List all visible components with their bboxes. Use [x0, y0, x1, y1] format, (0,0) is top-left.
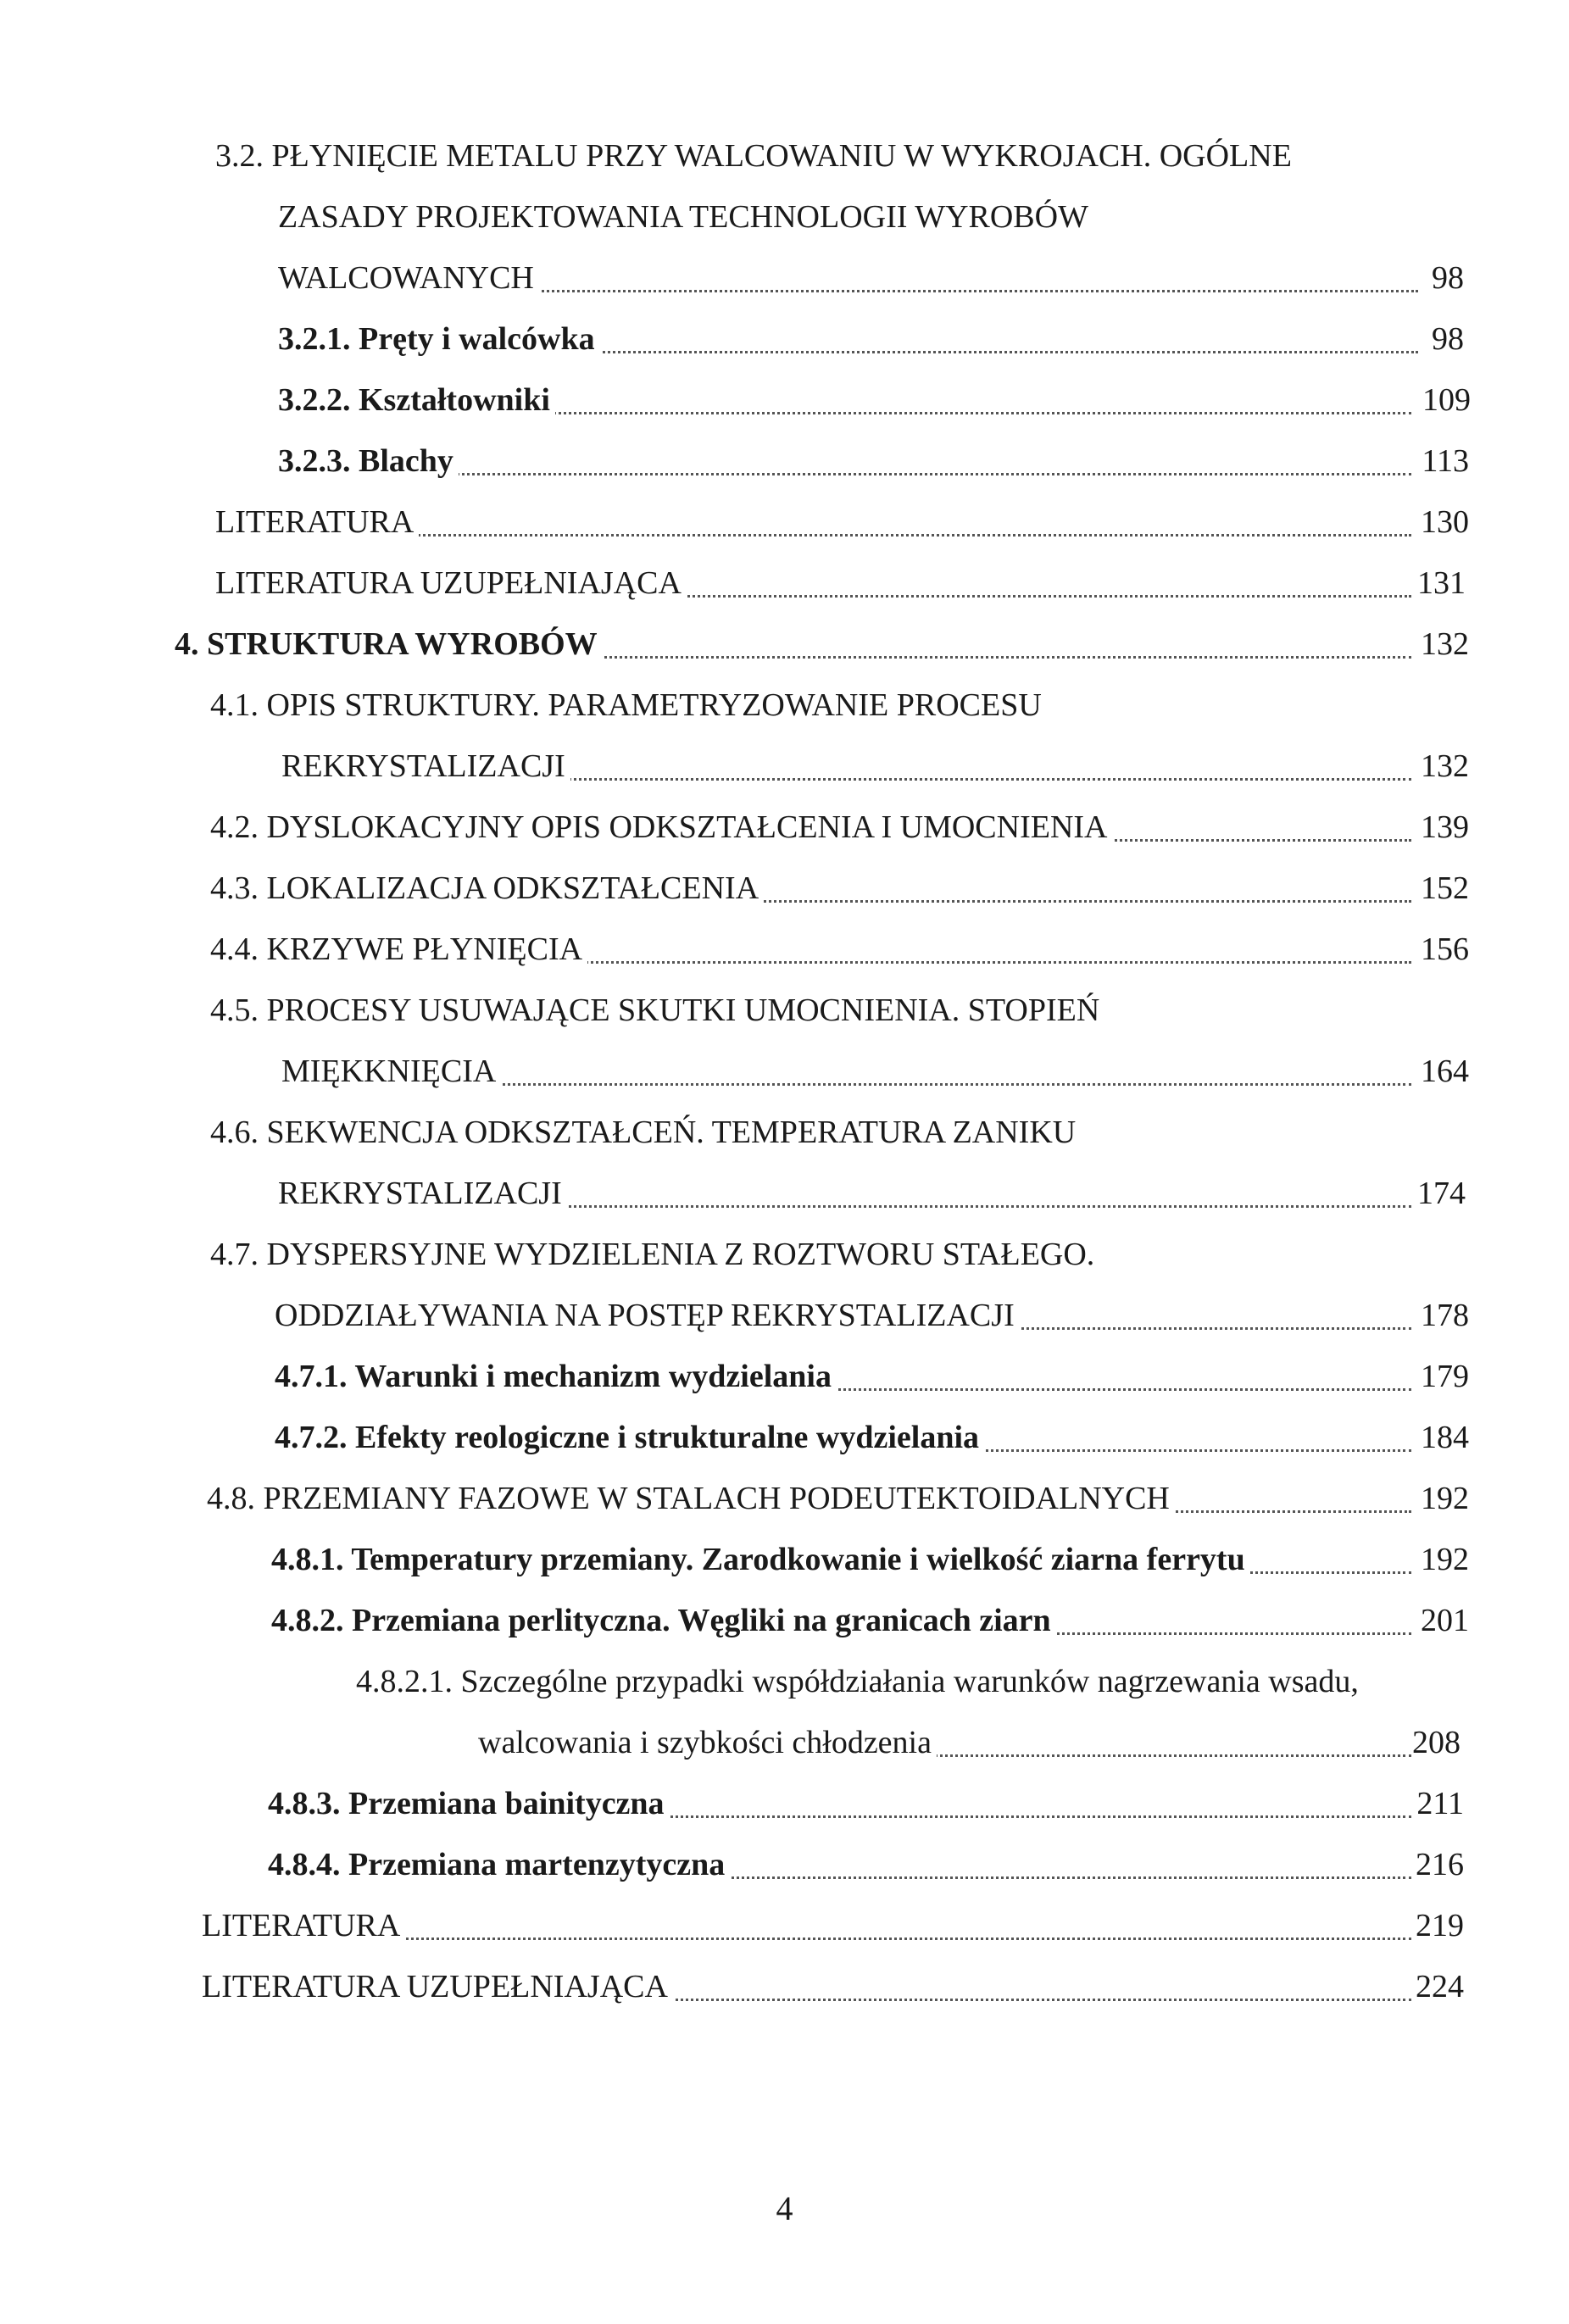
- toc-entry-page: 184: [1421, 1420, 1469, 1455]
- toc-entry-page: 132: [1421, 626, 1469, 662]
- toc-entry-page: 152: [1421, 870, 1469, 906]
- toc-entry-page: 139: [1421, 809, 1469, 845]
- toc-entry-title: 4.8.2.1. Szczególne przypadki współdziałania warunków nagrzewania wsadu,: [356, 1658, 1364, 1705]
- page-number: 4: [776, 2189, 793, 2227]
- toc-entry-title: 4.8.4. Przemiana martenzytyczna: [268, 1841, 730, 1888]
- toc-entry: [0, 1902, 1569, 1949]
- toc-entry-title: MIĘKKNIĘCIA: [281, 1048, 501, 1095]
- toc-entry-title: 3.2.1. Pręty i walcówka: [278, 315, 600, 363]
- toc-entry: [0, 1536, 1569, 1583]
- toc-entry-page: 131: [1417, 565, 1466, 601]
- toc-entry-page: 224: [1416, 1969, 1464, 2004]
- toc-entry: [0, 1841, 1569, 1888]
- toc-entry-title: 4.7.2. Efekty reologiczne i strukturalne wydzielania: [275, 1414, 984, 1461]
- toc-entry-page: 179: [1421, 1359, 1469, 1394]
- toc-entry: [0, 559, 1569, 607]
- toc-entry-page: 211: [1416, 1786, 1464, 1821]
- toc-entry-page: 156: [1421, 931, 1469, 967]
- toc-entry: [0, 1170, 1569, 1217]
- toc-entry: [0, 987, 1569, 1034]
- toc-entry: [0, 437, 1569, 485]
- toc-entry: [0, 132, 1569, 180]
- toc-entry: [0, 376, 1569, 424]
- toc-entry-title: REKRYSTALIZACJI: [281, 742, 570, 790]
- toc-entry: [0, 1719, 1569, 1766]
- toc-entry-title: REKRYSTALIZACJI: [278, 1170, 567, 1217]
- toc-entry-page: 201: [1421, 1603, 1469, 1638]
- toc-entry: [0, 1963, 1569, 2010]
- toc-entry-title: 4.2. DYSLOKACYJNY OPIS ODKSZTAŁCENIA I UMOCNIENIA: [210, 803, 1113, 851]
- toc-entry-title: 4.8.3. Przemiana bainityczna: [268, 1780, 670, 1827]
- toc-entry-title: walcowania i szybkości chłodzenia: [478, 1719, 937, 1766]
- toc-entry: [0, 620, 1569, 668]
- toc-entry-title: 4.5. PROCESY USUWAJĄCE SKUTKI UMOCNIENIA. STOPIEŃ: [210, 987, 1104, 1034]
- toc-entry: [0, 1353, 1569, 1400]
- toc-entry-title: 3.2.2. Kształtowniki: [278, 376, 555, 424]
- toc-entry-title: 3.2. PŁYNIĘCIE METALU PRZY WALCOWANIU W WYKROJACH. OGÓLNE: [215, 132, 1297, 180]
- toc-entry-page: 216: [1416, 1847, 1464, 1882]
- toc-entry-page: 192: [1421, 1481, 1469, 1516]
- toc-entry-page: 132: [1421, 748, 1469, 784]
- toc-entry-title: 3.2.3. Blachy: [278, 437, 459, 485]
- toc-entry-page: 164: [1421, 1054, 1469, 1089]
- toc-entry-title: 4.4. KRZYWE PŁYNIĘCIA: [210, 926, 587, 973]
- toc-entry-title: LITERATURA: [215, 498, 419, 546]
- toc-entry: [0, 1780, 1569, 1827]
- toc-entry-page: 98: [1432, 260, 1464, 296]
- toc-entry-title: WALCOWANYCH: [278, 254, 539, 302]
- toc-entry: [0, 926, 1569, 973]
- toc-entry-title: 4. STRUKTURA WYROBÓW: [175, 620, 603, 668]
- toc-entry-title: 4.6. SEKWENCJA ODKSZTAŁCEŃ. TEMPERATURA ZANIKU: [210, 1109, 1081, 1156]
- toc-entry: [0, 681, 1569, 729]
- toc-entry-page: 208: [1412, 1725, 1461, 1760]
- toc-entry-page: 174: [1417, 1176, 1466, 1211]
- toc-entry-page: 219: [1416, 1908, 1464, 1943]
- toc-entry: [0, 498, 1569, 546]
- toc-entry-page: 192: [1421, 1542, 1469, 1577]
- toc-entry: [0, 742, 1569, 790]
- toc-entry: [0, 315, 1569, 363]
- toc-entry: [0, 193, 1569, 241]
- toc-entry: [0, 803, 1569, 851]
- toc-entry: [0, 254, 1569, 302]
- toc-entry-title: ODDZIAŁYWANIA NA POSTĘP REKRYSTALIZACJI: [275, 1292, 1020, 1339]
- toc-entry-title: 4.8.1. Temperatury przemiany. Zarodkowanie i wielkość ziarna ferrytu: [271, 1536, 1250, 1583]
- toc-entry-title: LITERATURA: [202, 1902, 405, 1949]
- toc-entry: [0, 1109, 1569, 1156]
- toc-entry-page: 113: [1422, 443, 1469, 479]
- toc-entry-title: 4.8. PRZEMIANY FAZOWE W STALACH PODEUTEKTOIDALNYCH: [207, 1475, 1175, 1522]
- toc-entry: [0, 1475, 1569, 1522]
- toc-entry-page: 130: [1421, 504, 1469, 540]
- toc-entry-title: 4.1. OPIS STRUKTURY. PARAMETRYZOWANIE PROCESU: [210, 681, 1047, 729]
- toc-entry: [0, 1292, 1569, 1339]
- toc-entry-page: 109: [1422, 382, 1471, 418]
- toc-entry: [0, 865, 1569, 912]
- toc-entry: [0, 1414, 1569, 1461]
- toc-entry-title: LITERATURA UZUPEŁNIAJĄCA: [202, 1963, 673, 2010]
- toc-entry-title: 4.7.1. Warunki i mechanizm wydzielania: [275, 1353, 837, 1400]
- toc-entry: [0, 1048, 1569, 1095]
- toc-entry-page: 98: [1432, 321, 1464, 357]
- toc-entry: [0, 1597, 1569, 1644]
- toc-entry-title: ZASADY PROJEKTOWANIA TECHNOLOGII WYROBÓW: [278, 193, 1093, 241]
- toc-entry: [0, 1231, 1569, 1278]
- toc-entry-page: 178: [1421, 1298, 1469, 1333]
- toc-entry-title: LITERATURA UZUPEŁNIAJĄCA: [215, 559, 687, 607]
- toc-entry-title: 4.3. LOKALIZACJA ODKSZTAŁCENIA: [210, 865, 764, 912]
- toc-entry: [0, 1658, 1569, 1705]
- toc-entry-title: 4.7. DYSPERSYJNE WYDZIELENIA Z ROZTWORU STAŁEGO.: [210, 1231, 1099, 1278]
- toc-entry-title: 4.8.2. Przemiana perlityczna. Węgliki na granicach ziarn: [271, 1597, 1056, 1644]
